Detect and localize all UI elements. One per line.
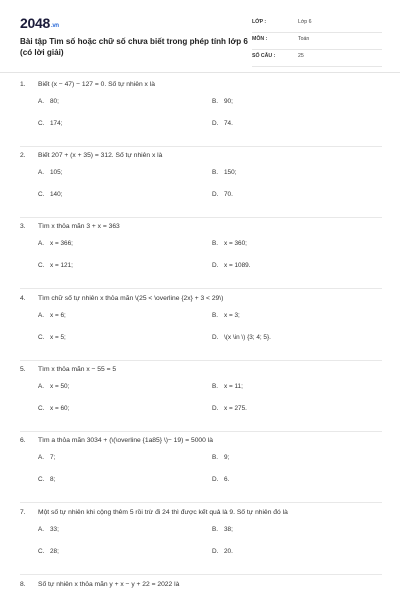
question-2 [20,149,382,221]
question-text: Biết 207 + (x + 35) = 312. Số tự nhiên x là [38,152,163,159]
question-1 [20,78,382,150]
answer-option-c[interactable]: C. x = 121; [38,262,73,269]
question-stem [20,434,382,448]
question-number: 6. [20,437,26,444]
question-text: Tìm a thỏa mãn 3034 + (\(\overline {1a85} \)− 19) = 5000 là [38,437,213,444]
question-number: 7. [20,509,26,516]
meta-row-subject [252,33,382,50]
question-number: 8. [20,581,26,588]
answer-option-a[interactable]: A. x = 6; [38,312,66,319]
answer-option-c[interactable]: C. 28; [38,548,59,555]
answer-option-d[interactable]: D. 70. [212,191,233,198]
question-divider [20,574,382,575]
meta-label: MÔN : [252,36,268,42]
answer-options [20,240,382,292]
answer-option-d[interactable]: D. x = 275. [212,405,247,412]
answer-options [20,98,382,150]
question-4 [20,292,382,364]
question-stem [20,220,382,234]
answer-option-b[interactable]: B. x = 360; [212,240,247,247]
question-text: Biết (x − 47) − 127 = 0. Số tự nhiên x là [38,81,155,88]
logo-suffix: .vn [50,23,59,29]
meta-value: Toán [298,36,310,42]
answer-option-a[interactable]: A. 33; [38,526,59,533]
answer-option-d[interactable]: D. x = 1089. [212,262,251,269]
answer-option-a[interactable]: A. 80; [38,98,59,105]
answer-options [20,383,382,435]
question-text: Tìm x thỏa mãn 3 + x = 363 [38,223,120,230]
question-stem [20,506,382,520]
header-divider [0,72,400,73]
answer-option-c[interactable]: C. 140; [38,191,63,198]
answer-options [20,312,382,364]
question-number: 4. [20,295,26,302]
question-text: Tìm chữ số tự nhiên x thỏa mãn \(25 < \overline {2x} + 3 < 29\) [38,295,224,302]
question-stem [20,363,382,377]
question-7 [20,506,382,578]
question-divider [20,217,382,218]
question-8 [20,578,382,592]
worksheet-meta [252,16,382,67]
answer-option-c[interactable]: C. 174; [38,120,63,127]
meta-row-grade [252,16,382,33]
answer-option-b[interactable]: B. x = 3; [212,312,240,319]
question-stem [20,578,382,592]
meta-label: LỚP : [252,19,267,25]
meta-value: Lớp 6 [298,19,312,25]
question-stem [20,292,382,306]
question-divider [20,502,382,503]
question-stem [20,78,382,92]
answer-option-d[interactable]: D. 74. [212,120,233,127]
answer-option-d[interactable]: D. 6. [212,476,230,483]
meta-row-count [252,50,382,67]
answer-option-c[interactable]: C. 8; [38,476,56,483]
meta-label: SỐ CÂU : [252,53,276,59]
question-number: 1. [20,81,26,88]
question-text: Số tự nhiên x thỏa mãn y + x − y + 22 = 2022 là [38,581,180,588]
answer-option-b[interactable]: B. 38; [212,526,233,533]
question-text: Tìm x thỏa mãn x − 55 = 5 [38,366,117,373]
worksheet-header [20,12,382,68]
answer-option-a[interactable]: A. 7; [38,454,56,461]
answer-options [20,169,382,221]
question-divider [20,360,382,361]
answer-option-a[interactable]: A. x = 50; [38,383,70,390]
logo-text: 2048 [20,15,50,31]
answer-option-b[interactable]: B. 9; [212,454,230,461]
question-text: Một số tự nhiên khi cộng thêm 5 rồi trừ đi 24 thì được kết quả là 9. Số tự nhiên đó là [38,509,288,516]
question-number: 3. [20,223,26,230]
meta-value: 25 [298,53,304,59]
answer-option-b[interactable]: B. 150; [212,169,237,176]
question-divider [20,146,382,147]
answer-options [20,454,382,506]
question-6 [20,434,382,506]
answer-option-c[interactable]: C. x = 5; [38,334,66,341]
question-divider [20,431,382,432]
site-logo[interactable] [20,15,59,31]
answer-option-a[interactable]: A. 105; [38,169,63,176]
answer-option-d[interactable]: D. 20. [212,548,233,555]
question-stem [20,149,382,163]
worksheet-title: Bài tập Tìm số hoặc chữ số chưa biết trong phép tính lớp 6 (có lời giải) [20,37,248,57]
answer-option-c[interactable]: C. x = 60; [38,405,70,412]
question-3 [20,220,382,292]
answer-option-b[interactable]: B. 90; [212,98,233,105]
question-5 [20,363,382,435]
answer-options [20,526,382,578]
question-divider [20,288,382,289]
answer-option-d[interactable]: D. \(x \in \) {3; 4; 5}. [212,334,271,341]
question-number: 2. [20,152,26,159]
answer-option-b[interactable]: B. x = 11; [212,383,243,390]
answer-option-a[interactable]: A. x = 366; [38,240,73,247]
question-number: 5. [20,366,26,373]
